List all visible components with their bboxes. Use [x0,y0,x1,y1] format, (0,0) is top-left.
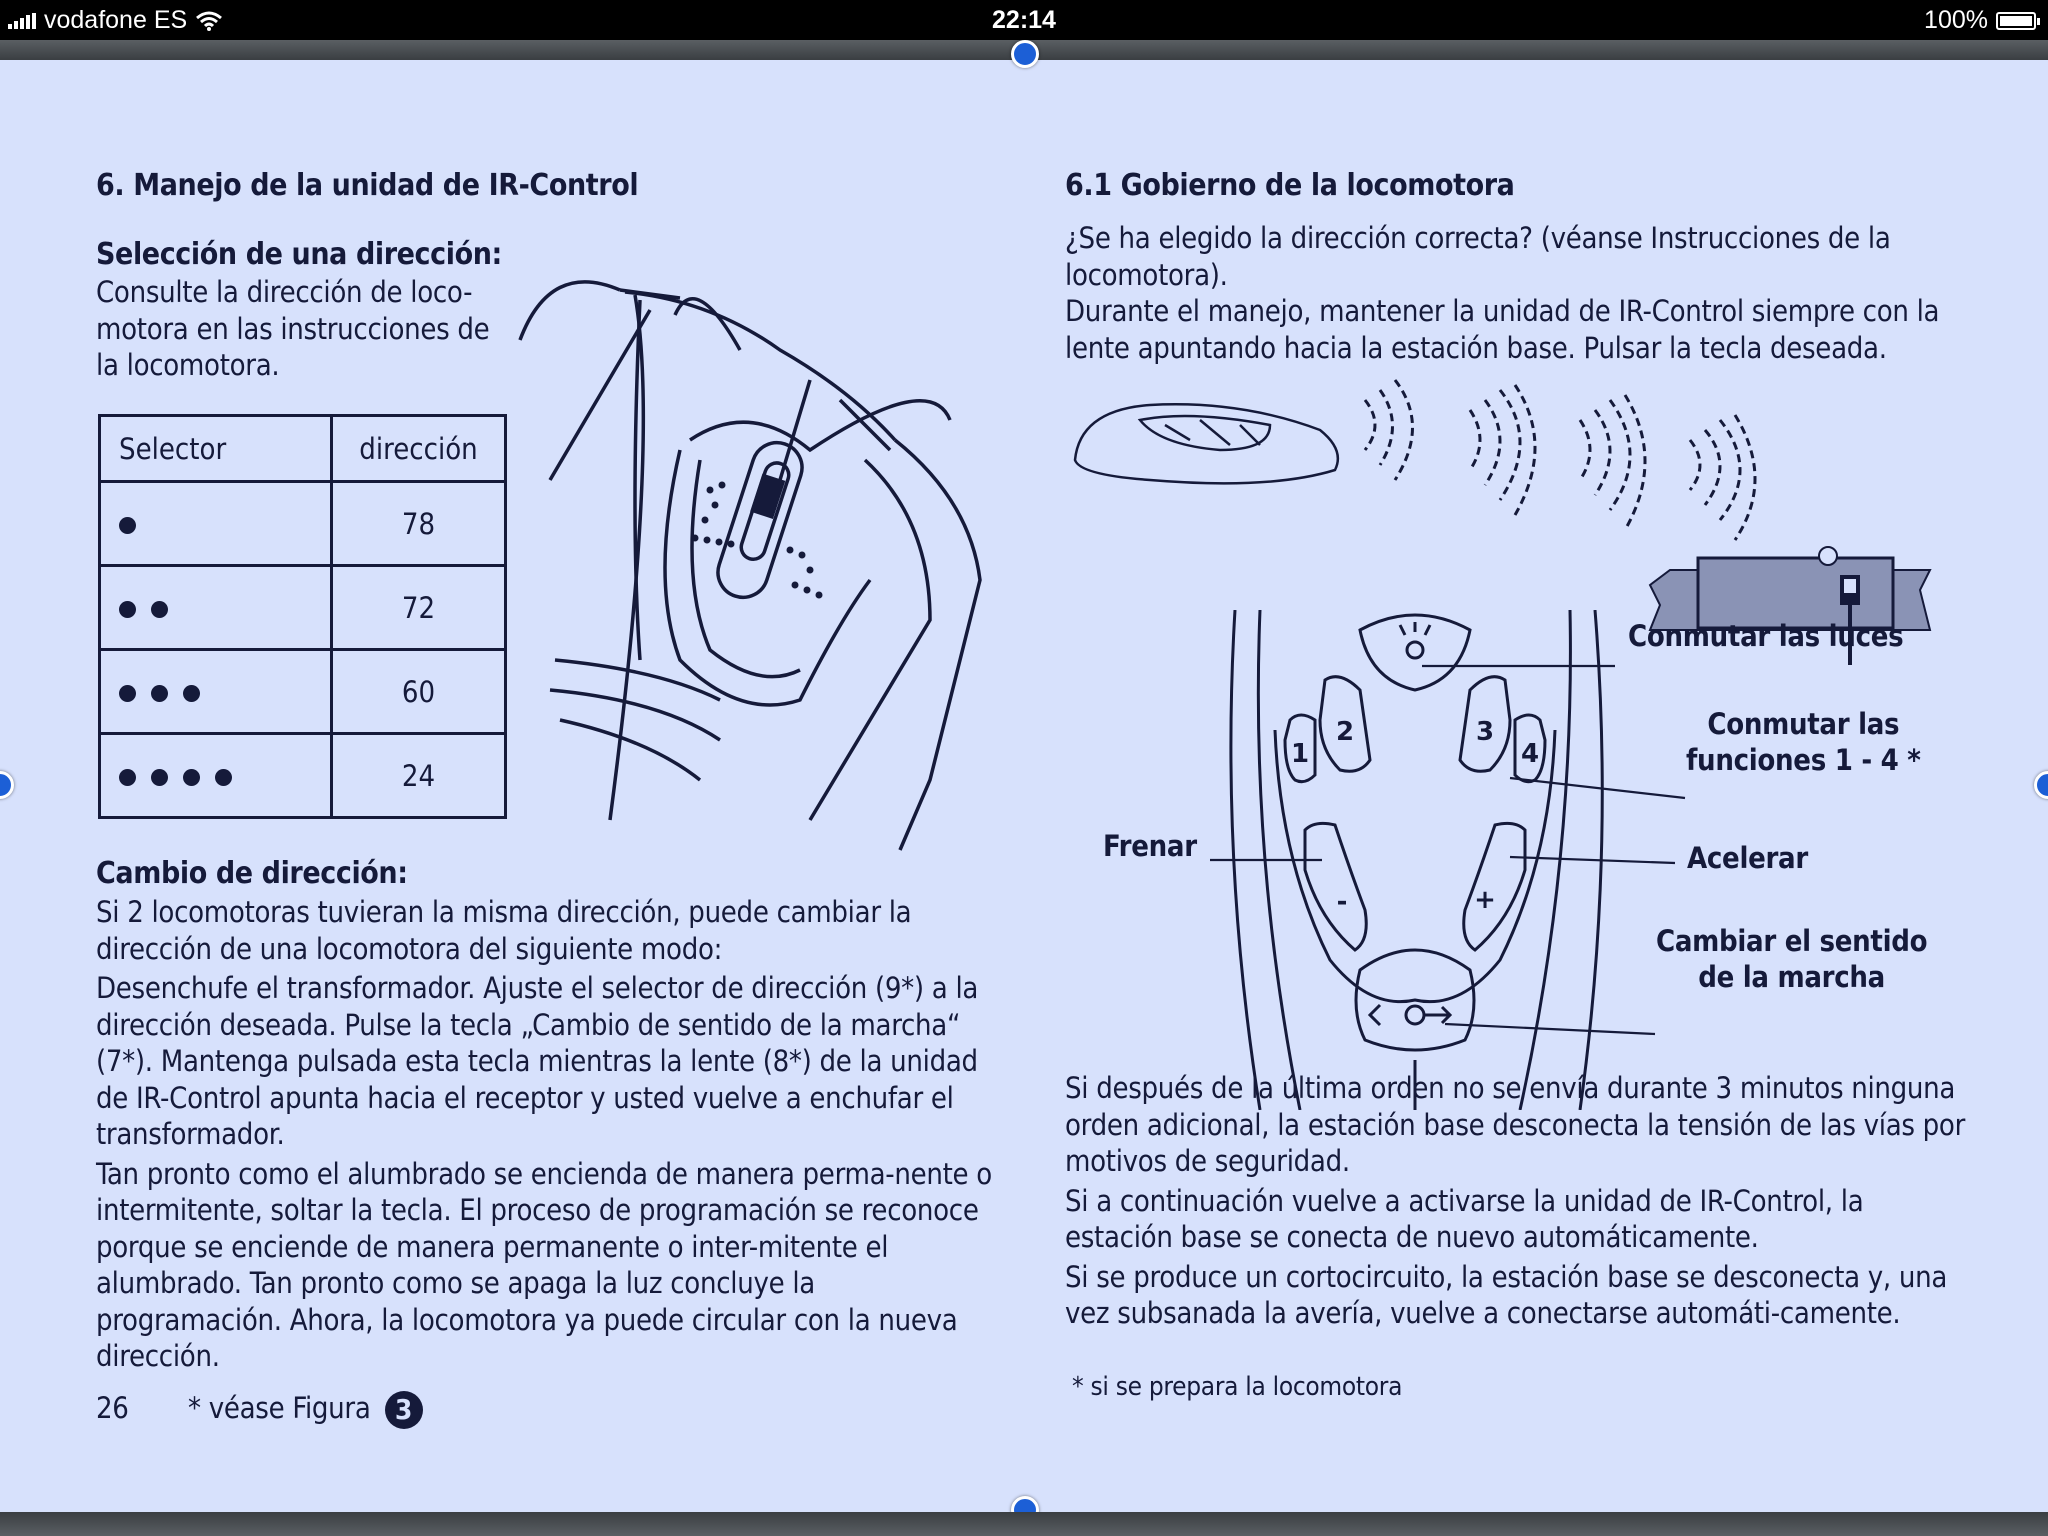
key-4-label: 4 [1520,739,1540,769]
table-row [100,650,506,734]
callout-accelerate: Acelerar [1687,841,1808,875]
brake-key-label: - [1336,887,1348,917]
battery-percent: 100% [1924,6,1988,34]
end-text [1065,1070,1970,1335]
address-value: 24 [332,734,506,818]
document-spread [0,60,2048,1512]
intro-text [1065,220,1970,366]
callout-line: Cambiar el sentido [1656,924,1928,958]
callout-functions [1686,706,1921,778]
paragraph: Desenchufe el transformador. Ajuste el selector de dirección (9*) a la dirección deseada. Pulse la tecla „Cambio de sentido de la marcha“ (7*). Mantenga pulsada esta tecla mientras la lente (8*) de la unidad de IR-Control apunta hacia el receptor y usted vuelve a enchufar el transformador. [96,971,979,1151]
accelerate-key-label: + [1474,885,1496,915]
footnote-text: * véase Figura [188,1391,371,1425]
key-2-label: 2 [1335,717,1355,747]
selection-title: Selección de una dirección: [96,237,502,272]
bottom-toolbar-bar[interactable] [0,1512,2048,1536]
table-row [100,566,506,650]
selector-dots [100,482,332,566]
change-text [96,894,996,1378]
right-footnote: * si se prepara la locomotora [1072,1372,1403,1402]
change-title: Cambio de dirección: [96,856,408,891]
address-value: 78 [332,482,506,566]
right-heading: 6.1 Gobierno de la locomotora [1065,168,1515,203]
selection-line: la locomotora. [96,348,280,382]
selector-dots [100,734,332,818]
callout-line: funciones 1 - 4 * [1686,743,1921,777]
table-row [100,734,506,818]
callout-brake: Frenar [1103,829,1197,863]
address-value: 60 [332,650,506,734]
table-header: Selector [100,416,332,482]
table-row [100,482,506,566]
selector-dots [100,650,332,734]
paragraph: Si después de la última orden no se envía durante 3 minutos ninguna orden adicional, la estación base desconecta la tensión de las vías por motivos de seguridad. [1065,1071,1966,1178]
callout-direction [1656,923,1927,995]
address-table [98,414,507,819]
paragraph: Durante el manejo, mantener la unidad de IR-Control siempre con la lente apuntando hacia la estación base. Pulsar la tecla deseada. [1065,294,1940,365]
selection-line: Consulte la dirección de loco- [96,275,473,309]
paragraph: Si se produce un cortocircuito, la estación base se desconecta y, una vez subsanada la avería, vuelve a conectarse automáti-camente. [1065,1259,1948,1330]
selection-line: motora en las instrucciones de [96,311,490,346]
left-page-turn-handle[interactable] [0,771,14,799]
key-1-label: 1 [1290,739,1310,769]
figure-number-badge: 3 [385,1391,423,1429]
right-page-turn-handle[interactable] [2034,771,2048,799]
paragraph: Si a continuación vuelve a activarse la unidad de IR-Control, la estación base se conecta de nuevo automáticamente. [1065,1183,1864,1254]
clock: 22:14 [992,6,1056,34]
page-number: 26 [96,1391,129,1425]
callout-lights: Conmutar las luces [1628,619,1904,653]
carrier-name: vodafone ES [44,6,188,34]
paragraph: Tan pronto como el alumbrado se encienda de manera perma-nente o intermitente, soltar la tecla. El proceso de programación se reconoce porque se enciende de manera permanente o inter-mitente el alumbrado. Tan pronto como se apaga la luz concluye la programación. Ahora, la locomotora ya puede circular con la nueva dirección. [96,1156,992,1373]
paragraph: ¿Se ha elegido la dirección correcta? (véanse Instrucciones de la locomotora). [1065,221,1891,292]
callout-line: Conmutar las [1707,707,1900,741]
remote-selector-illustration [510,220,1010,870]
selector-dots [100,566,332,650]
battery-group [1924,6,2036,35]
table-header: dirección [332,416,506,482]
callout-line: de la marcha [1698,960,1885,994]
callout-leaders [1200,630,1700,1070]
left-heading: 6. Manejo de la unidad de IR-Control [96,168,639,203]
battery-icon [1996,12,2036,30]
paragraph: Si 2 locomotoras tuvieran la misma dirección, puede cambiar la dirección de una locomotora del siguiente modo: [96,895,912,966]
table-header-row [100,416,506,482]
key-3-label: 3 [1475,717,1495,747]
selection-text [96,274,489,384]
figure-footnote [188,1390,423,1429]
address-value: 72 [332,566,506,650]
status-bar [0,0,2048,40]
top-page-handle[interactable] [1011,40,1039,68]
